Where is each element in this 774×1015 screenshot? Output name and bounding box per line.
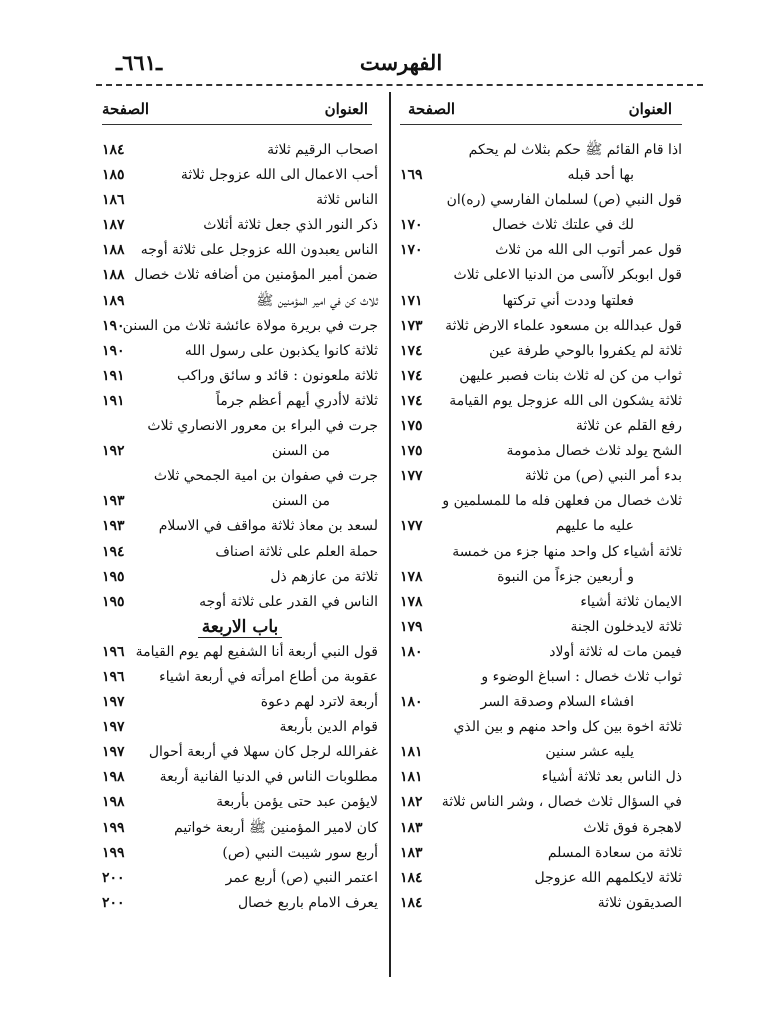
- index-entry: [102, 439, 378, 464]
- entry-page-number: ١٩٧: [102, 744, 125, 761]
- index-entry: [102, 188, 378, 213]
- entry-page-number: ١٧٠: [400, 242, 423, 259]
- index-entry: [102, 213, 378, 238]
- entry-title: أربعة لاترد لهم دعوة: [260, 694, 378, 711]
- entry-title: ضمن أمير المؤمنين من أضافه ثلاث خصال: [134, 267, 378, 284]
- entry-page-number: ١٨٢: [400, 794, 423, 811]
- entry-title: قول النبي أربعة أنا الشفيع لهم يوم القيامة: [135, 643, 378, 660]
- index-entry: [102, 414, 378, 439]
- entry-title: ثواب من كن له ثلاث بنات فصبر عليهن: [459, 367, 682, 384]
- index-entry: [102, 289, 378, 314]
- index-entry: [102, 314, 378, 339]
- title-column-label: العنوان: [324, 100, 368, 118]
- entry-page-number: ١٧١: [400, 292, 423, 309]
- index-entry: [400, 565, 682, 590]
- index-entry: [400, 640, 682, 665]
- index-entry: [102, 590, 378, 615]
- entry-title: بها أحد قبله: [567, 167, 634, 184]
- entry-title: ثلاثة كانوا يكذبون على رسول الله: [184, 342, 378, 359]
- entry-page-number: ١٨٠: [400, 643, 423, 660]
- entry-page-number: ١٩٣: [102, 493, 125, 510]
- index-entry: [400, 389, 682, 414]
- page-title: الفهرست: [359, 50, 443, 75]
- index-entry: [400, 163, 682, 188]
- entry-page-number: ١٩٦: [102, 643, 125, 660]
- entry-title: بدء أمر النبي (ص) من ثلاثة: [524, 468, 682, 485]
- index-entry: [400, 464, 682, 489]
- entry-title: جرت في البراء بن معرور الانصاري ثلاث: [147, 418, 378, 435]
- entry-title: ثلاثة من عازهم ذل: [270, 568, 378, 585]
- entry-title: الشح يولد ثلاث خصال مذمومة: [506, 443, 682, 460]
- entry-page-number: ١٩٤: [102, 543, 125, 560]
- entry-title: ثلاثة لم يكفروا بالوحي طرفة عين: [489, 342, 682, 359]
- entry-title: الناس ثلاثة: [316, 192, 378, 209]
- entry-page-number: ١٩٦: [102, 668, 125, 685]
- index-entry: [400, 765, 682, 790]
- column-divider: [389, 92, 391, 977]
- entry-title: لك في علتك ثلاث خصال: [492, 217, 634, 234]
- entry-title: ثلاث كن في امير المؤمنين ﷺ: [256, 292, 378, 309]
- entry-title: عقوبة من أطاع امرأته في أربعة اشياء: [159, 668, 378, 685]
- section-heading: [102, 615, 378, 640]
- entry-page-number: ١٩٩: [102, 819, 125, 836]
- index-entry: [102, 489, 378, 514]
- entry-title: و أربعين جزءاً من النبوة: [497, 568, 634, 585]
- index-entry: [400, 314, 682, 339]
- entry-page-number: ١٧٤: [400, 342, 423, 359]
- entry-title: من السنن: [271, 493, 330, 510]
- left-column-header: [102, 100, 382, 126]
- page-column-label: الصفحة: [102, 100, 150, 118]
- entry-title: لسعد بن معاذ ثلاثة مواقف في الاسلام: [158, 518, 378, 535]
- entry-title: ثلاثة ملعونون : قائد و سائق وراكب: [177, 367, 378, 384]
- entry-page-number: ١٨٤: [102, 142, 125, 158]
- entry-page-number: ١٨٧: [102, 217, 125, 234]
- right-index-column: [400, 138, 682, 916]
- entry-title: ذكر النور الذي جعل ثلاثة أثلاث: [203, 217, 378, 234]
- entry-page-number: ٢٠٠: [102, 894, 125, 911]
- index-entry: [400, 188, 682, 213]
- entry-title: عليه ما عليهم: [555, 518, 634, 535]
- index-entry: [102, 339, 378, 364]
- entry-title: يليه عشر سنين: [545, 744, 634, 761]
- index-entry: [400, 263, 682, 288]
- entry-title: ثلاثة اخوة بين كل واحد منهم و بين الذي: [453, 719, 682, 736]
- entry-page-number: ١٩١: [102, 367, 125, 384]
- entry-title: قول عبدالله بن مسعود علماء الارض ثلاثة: [445, 317, 682, 334]
- entry-page-number: ١٧٠: [400, 217, 423, 234]
- entry-page-number: ١٨١: [400, 769, 423, 786]
- index-entry: [400, 790, 682, 815]
- index-entry: [102, 364, 378, 389]
- column-header-rule: [102, 124, 372, 125]
- entry-title: ثلاث خصال من فعلهن فله ما للمسلمين و: [442, 493, 682, 510]
- entry-page-number: ١٨١: [400, 744, 423, 761]
- section-title: باب الاربعة: [198, 617, 283, 638]
- entry-page-number: ١٧٤: [400, 367, 423, 384]
- index-entry: [400, 289, 682, 314]
- entry-page-number: ١٩٥: [102, 568, 125, 585]
- entry-title: قول النبي (ص) لسلمان الفارسي (ره)ان: [446, 192, 682, 209]
- index-entry: [400, 690, 682, 715]
- index-entry: [400, 816, 682, 841]
- index-entry: [400, 414, 682, 439]
- index-entry: [102, 163, 378, 188]
- index-entry: [102, 690, 378, 715]
- entry-title: الناس في القدر على ثلاثة أوجه: [199, 593, 378, 610]
- entry-title: رفع القلم عن ثلاثة: [575, 418, 682, 435]
- index-entry: [102, 790, 378, 815]
- entry-title: الصديقون ثلاثة: [597, 894, 682, 911]
- entry-page-number: ١٨٣: [400, 819, 423, 836]
- index-entry: [400, 213, 682, 238]
- index-entry: [102, 138, 378, 163]
- index-entry: [400, 238, 682, 263]
- entry-page-number: ١٩٣: [102, 518, 125, 535]
- entry-title: غفرالله لرجل كان سهلا في أربعة أحوال: [148, 744, 378, 761]
- entry-page-number: ١٨٥: [102, 167, 125, 184]
- entry-page-number: ١٨٦: [102, 192, 125, 209]
- entry-page-number: ١٧٩: [400, 618, 423, 635]
- entry-title: ذل الناس بعد ثلاثة أشياء: [541, 769, 682, 786]
- entry-title: الايمان ثلاثة أشياء: [580, 593, 682, 610]
- index-entry: [102, 238, 378, 263]
- entry-title: ثلاثة لايدخلون الجنة: [570, 618, 682, 635]
- entry-page-number: ١٧٤: [400, 392, 423, 409]
- entry-page-number: ١٩٠: [102, 342, 125, 359]
- index-entry: [400, 514, 682, 539]
- entry-title: الناس يعبدون الله عزوجل على ثلاثة أوجه: [140, 242, 378, 259]
- entry-page-number: ١٦٩: [400, 167, 423, 184]
- entry-page-number: ١٩٩: [102, 844, 125, 861]
- entry-title: ثلاثة لاأدري أيهم أعظم جرماً: [215, 392, 378, 409]
- entry-page-number: ١٩١: [102, 392, 125, 409]
- index-entry: [400, 715, 682, 740]
- entry-title: اذا قام القائم ﷺ حكم بثلاث لم يحكم: [468, 142, 682, 158]
- entry-title: جرت في بريرة مولاة عائشة ثلاث من السنن: [122, 317, 378, 334]
- entry-title: اعتمر النبي (ص) أربع عمر: [225, 869, 378, 886]
- index-entry: [400, 615, 682, 640]
- entry-page-number: ١٨٩: [102, 292, 125, 309]
- entry-page-number: ١٩٧: [102, 694, 125, 711]
- index-entry: [400, 489, 682, 514]
- index-entry: [400, 364, 682, 389]
- index-entry: [400, 590, 682, 615]
- entry-page-number: ١٩٨: [102, 769, 125, 786]
- index-entry: [102, 389, 378, 414]
- entry-title: حملة العلم على ثلاثة اصناف: [215, 543, 378, 560]
- index-entry: [102, 740, 378, 765]
- entry-title: من السنن: [271, 443, 330, 460]
- index-entry: [102, 464, 378, 489]
- entry-title: افشاء السلام وصدقة السر: [480, 694, 634, 711]
- entry-title: قوام الدين بأربعة: [279, 719, 378, 736]
- entry-page-number: ١٨٣: [400, 844, 423, 861]
- page-number: ـ٦٦١ـ: [116, 50, 163, 75]
- entry-title: قول عمر أتوب الى الله من ثلاث: [495, 242, 682, 259]
- index-entry: [400, 138, 682, 163]
- entry-title: قول ابوبكر لاآسى من الدنيا الاعلى ثلاث: [453, 267, 682, 284]
- index-entry: [400, 891, 682, 916]
- index-entry: [400, 866, 682, 891]
- entry-page-number: ١٧٨: [400, 568, 423, 585]
- index-entry: [102, 841, 378, 866]
- page-column-label: الصفحة: [408, 100, 456, 118]
- entry-page-number: ١٩٧: [102, 719, 125, 736]
- entry-page-number: ١٨٨: [102, 267, 125, 284]
- index-entry: [102, 891, 378, 916]
- entry-title: يعرف الامام باربع خصال: [237, 894, 378, 911]
- entry-page-number: ١٩٢: [102, 443, 125, 460]
- entry-title: أحب الاعمال الى الله عزوجل ثلاثة: [180, 167, 378, 184]
- entry-title: لاهجرة فوق ثلاث: [583, 819, 682, 836]
- index-entry: [102, 540, 378, 565]
- entry-title: ثلاثة لايكلمهم الله عزوجل: [534, 869, 682, 886]
- index-entry: [102, 765, 378, 790]
- entry-title: فيمن مات له ثلاثة أولاد: [549, 643, 682, 660]
- header-divider: [96, 84, 703, 86]
- entry-page-number: ١٩٨: [102, 794, 125, 811]
- entry-title: [102, 615, 378, 640]
- entry-title: لايؤمن عبد حتى يؤمن بأربعة: [216, 794, 378, 811]
- entry-title: كان لامير المؤمنين ﷺ أربعة خواتيم: [174, 819, 378, 836]
- entry-title: مطلوبات الناس في الدنيا الفانية أربعة: [159, 769, 378, 786]
- index-entry: [102, 715, 378, 740]
- entry-page-number: ١٩٠: [102, 317, 125, 334]
- entry-page-number: ١٧٣: [400, 317, 423, 334]
- entry-page-number: ١٧٥: [400, 443, 423, 460]
- entry-page-number: ٢٠٠: [102, 869, 125, 886]
- entry-page-number: ١٨٤: [400, 894, 423, 911]
- title-column-label: العنوان: [628, 100, 672, 118]
- index-entry: [400, 740, 682, 765]
- column-header-rule: [400, 124, 682, 125]
- entry-page-number: ١٨٠: [400, 694, 423, 711]
- left-index-column: [102, 138, 378, 916]
- entry-page-number: ١٧٧: [400, 468, 423, 485]
- entry-page-number: ١٧٧: [400, 518, 423, 535]
- index-entry: [102, 640, 378, 665]
- index-entry: [102, 816, 378, 841]
- index-entry: [400, 439, 682, 464]
- page-header: [96, 44, 706, 80]
- entry-title: اصحاب الرقيم ثلاثة: [267, 142, 378, 158]
- entry-page-number: ١٨٨: [102, 242, 125, 259]
- entry-page-number: ١٨٤: [400, 869, 423, 886]
- index-entry: [400, 540, 682, 565]
- entry-title: ثواب ثلاث خصال : اسباغ الوضوء و: [481, 668, 682, 685]
- entry-title: أربع سور شيبت النبي (ص): [222, 844, 378, 861]
- right-column-header: [398, 100, 686, 126]
- index-entry: [400, 339, 682, 364]
- entry-page-number: ١٩٥: [102, 593, 125, 610]
- entry-title: ثلاثة يشكون الى الله عزوجل يوم القيامة: [449, 392, 682, 409]
- index-entry: [102, 514, 378, 539]
- index-entry: [400, 841, 682, 866]
- index-entry: [102, 263, 378, 288]
- entry-title: فعلتها وددت أني تركتها: [502, 292, 634, 309]
- index-entry: [102, 565, 378, 590]
- entry-title: جرت في صفوان بن امية الجمحي ثلاث: [153, 468, 378, 485]
- index-entry: [400, 665, 682, 690]
- index-entry: [102, 866, 378, 891]
- entry-title: ثلاثة من سعادة المسلم: [547, 844, 682, 861]
- entry-title: في السؤال ثلاث خصال ، وشر الناس ثلاثة: [441, 794, 682, 811]
- entry-title: ثلاثة أشياء كل واحد منها جزء من خمسة: [452, 543, 682, 560]
- index-entry: [102, 665, 378, 690]
- entry-page-number: ١٧٥: [400, 418, 423, 435]
- entry-page-number: ١٧٨: [400, 593, 423, 610]
